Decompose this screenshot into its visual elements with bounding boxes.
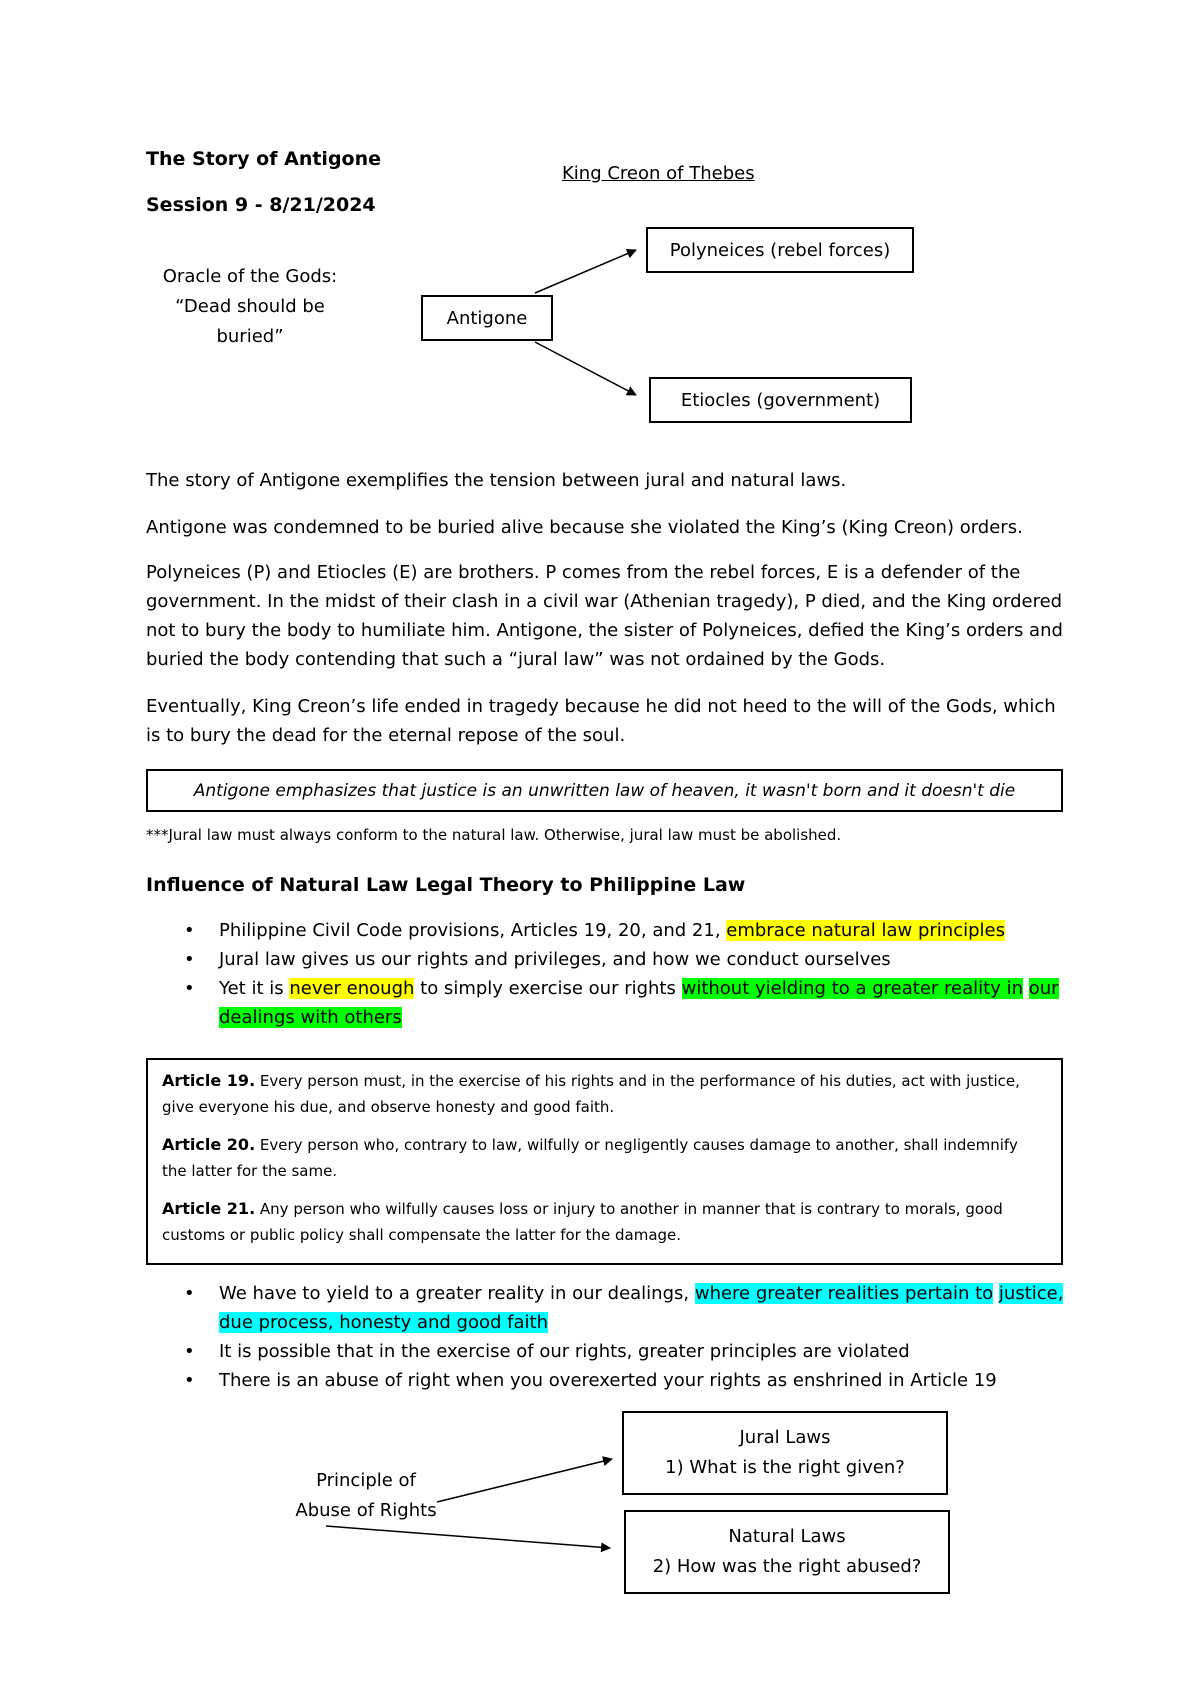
document-title: The Story of Antigone xyxy=(146,148,382,170)
oracle-line-1: Oracle of the Gods: xyxy=(162,266,338,287)
highlight-cyan: where greater realities pertain to xyxy=(694,1283,994,1304)
king-creon-label: King Creon of Thebes xyxy=(562,163,755,184)
article-20: Article 20. Every person who, contrary to law, wilfully or negligently causes damage to another, shall indemnify the latter for the same. xyxy=(162,1135,1018,1180)
bullet-icon: • xyxy=(184,949,195,970)
oracle-line-2: “Dead should be xyxy=(175,296,325,317)
paragraph-4: Eventually, King Creon’s life ended in tragedy because he did not heed to the will of the Gods, which is to bury the dead for the eternal repose of the soul. xyxy=(146,696,1056,746)
arrow-to-natural-laws xyxy=(326,1526,610,1548)
arrow-to-polyneices xyxy=(535,250,636,293)
polyneices-node: Polyneices (rebel forces) xyxy=(646,227,914,273)
list-item: • Philippine Civil Code provisions, Articles 19, 20, and 21, embrace natural law principles xyxy=(146,916,1066,945)
list-item: • There is an abuse of right when you overexerted your rights as enshrined in Article 19 xyxy=(146,1366,1066,1395)
article-21: Article 21. Any person who wilfully causes loss or injury to another in manner that is contrary to morals, good customs or public policy shall compensate the latter for the damage. xyxy=(162,1199,1003,1244)
highlight-green: without yielding to a greater reality in xyxy=(681,978,1023,999)
highlight-yellow: embrace natural law principles xyxy=(726,920,1005,941)
bullet-icon: • xyxy=(184,920,195,941)
abuse-of-rights-label: Principle of Abuse of Rights xyxy=(295,1470,437,1521)
list-item: • It is possible that in the exercise of our rights, greater principles are violated xyxy=(146,1337,1066,1366)
article-19: Article 19. Every person must, in the exercise of his rights and in the performance of his duties, act with justice, give everyone his due, and observe honesty and good faith. xyxy=(162,1071,1020,1116)
paragraph-3: Polyneices (P) and Etiocles (E) are brothers. P comes from the rebel forces, E is a defender of the government. In the midst of their clash in a civil war (Athenian tragedy), P died, and the King ordered not to bury the body to humiliate him. Antigone, the sister of Polyneices, defied the King’s orders and buried the body contending that such a “jural law” was not ordained by the Gods. xyxy=(146,562,1063,670)
highlight-yellow: never enough xyxy=(289,978,415,999)
bullet-list-1 xyxy=(146,916,1066,1032)
paragraph-2: Antigone was condemned to be buried alive because she violated the King’s (King Creon) orders. xyxy=(146,517,1023,538)
arrow-to-jural-laws xyxy=(437,1459,612,1502)
quote-box xyxy=(146,769,1063,812)
oracle-line-3: buried” xyxy=(216,326,284,347)
list-item: • We have to yield to a greater reality in our dealings, where greater realities pertain to justice, due process, honesty and good faith xyxy=(146,1279,1066,1337)
footnote: ***Jural law must always conform to the natural law. Otherwise, jural law must be abolished. xyxy=(146,826,842,844)
bullet-icon: • xyxy=(184,978,195,999)
bullet-icon: • xyxy=(184,1370,195,1391)
highlight-cyan: justice, due process, honesty and good faith xyxy=(219,1283,1064,1333)
articles-box xyxy=(146,1058,1063,1265)
bullet-icon: • xyxy=(184,1341,195,1362)
paragraph-1: The story of Antigone exemplifies the tension between jural and natural laws. xyxy=(146,470,847,491)
natural-laws-box: Natural Laws 2) How was the right abused? xyxy=(624,1510,950,1594)
etiocles-node: Etiocles (government) xyxy=(649,377,912,423)
session-label: Session 9 - 8/21/2024 xyxy=(146,194,376,216)
section-heading: Influence of Natural Law Legal Theory to Philippine Law xyxy=(146,874,746,896)
bullet-list-2 xyxy=(146,1279,1066,1395)
list-item: • Jural law gives us our rights and privileges, and how we conduct ourselves xyxy=(146,945,1066,974)
jural-laws-box: Jural Laws 1) What is the right given? xyxy=(622,1411,948,1495)
highlight-green: our dealings with others xyxy=(219,978,1059,1028)
quote-text: Antigone emphasizes that justice is an unwritten law of heaven, it wasn't born and it doesn't die xyxy=(193,780,1016,801)
list-item: • Yet it is never enough to simply exercise our rights without yielding to a greater reality in our dealings with others xyxy=(146,974,1066,1032)
bullet-icon: • xyxy=(184,1283,195,1304)
arrow-to-etiocles xyxy=(535,342,636,395)
antigone-node: Antigone xyxy=(421,295,553,341)
